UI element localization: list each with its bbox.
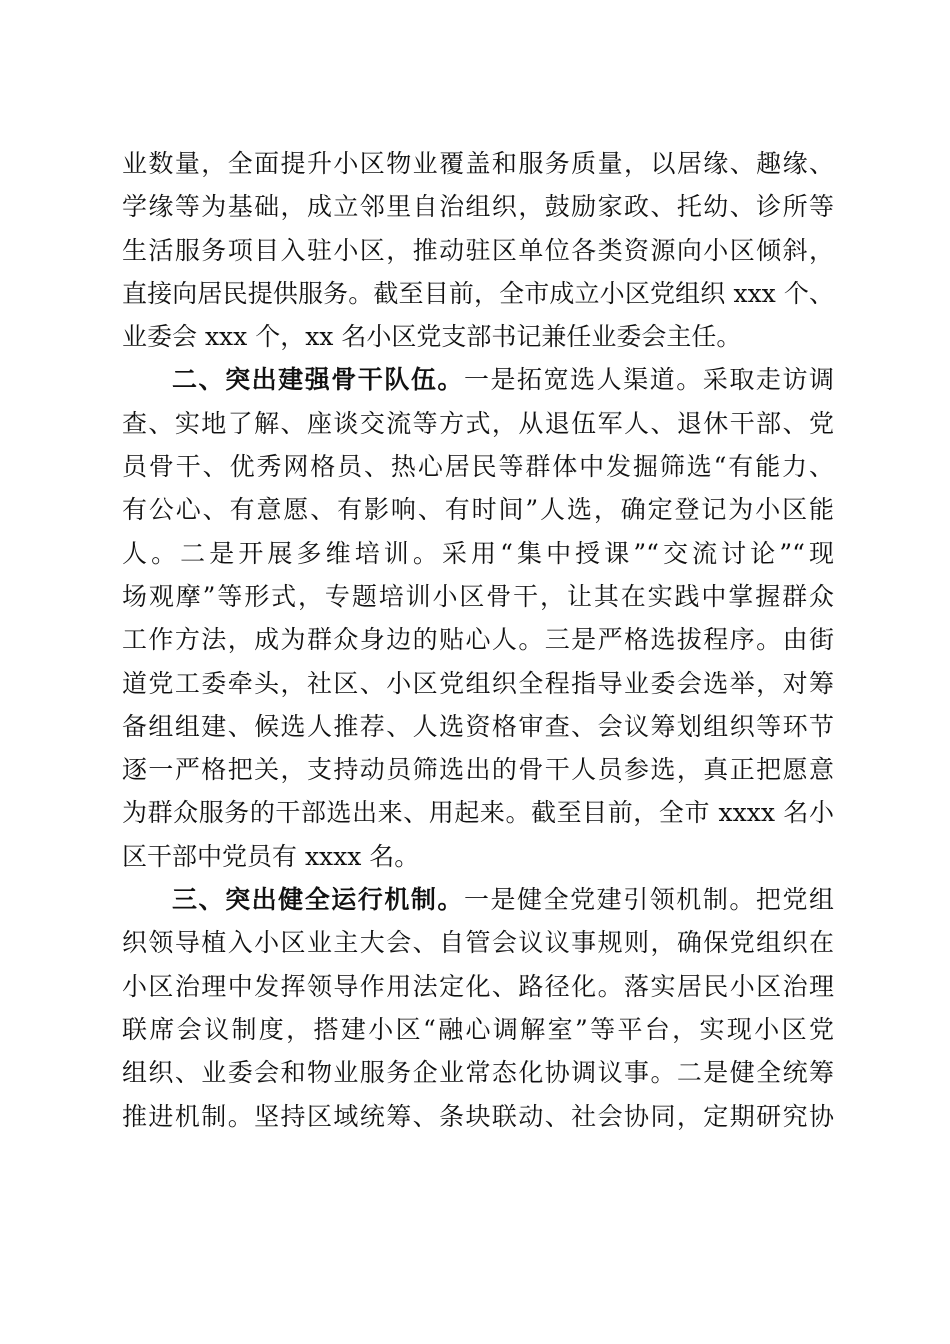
paragraph-1-line: 生活服务项目入驻小区，推动驻区单位各类资源向小区倾斜， bbox=[122, 235, 834, 265]
paragraph-2-line: 场观摩”等形式，专题培训小区骨干，让其在实践中掌握群众 bbox=[122, 581, 834, 611]
paragraph-3 bbox=[122, 878, 834, 1138]
paragraph-1-line: 业数量，全面提升小区物业覆盖和服务质量，以居缘、趣缘、 bbox=[122, 149, 834, 178]
paragraph-3-line: 组织、业委会和物业服务企业常态化协调议事。二是健全统筹 bbox=[122, 1058, 834, 1088]
paragraph-2-line: 工作方法，成为群众身边的贴心人。三是严格选拔程序。由街 bbox=[122, 625, 834, 655]
paragraph-2-first-line bbox=[122, 358, 834, 401]
paragraph-3-line: 联席会议制度，搭建小区“融心调解室”等平台，实现小区党 bbox=[122, 1014, 834, 1044]
section-heading-2: 二、突出建强骨干队伍。 bbox=[172, 365, 464, 395]
paragraph-2-first-line-text: 一是拓宽选人渠道。采取走访调 bbox=[463, 365, 834, 395]
paragraph-2-line: 逐一严格把关，支持动员筛选出的骨干人员参选，真正把愿意 bbox=[122, 755, 834, 785]
paragraph-3-first-line-text: 一是健全党建引领机制。把党组 bbox=[463, 885, 834, 915]
paragraph-2-line: 员骨干、优秀网格员、热心居民等群体中发掘筛选“有能力、 bbox=[122, 452, 834, 482]
paragraph-2-line: 区干部中党员有 xxxx 名。 bbox=[122, 841, 420, 871]
paragraph-3-line: 小区治理中发挥领导作用法定化、路径化。落实居民小区治理 bbox=[122, 971, 834, 1001]
document-body bbox=[122, 142, 834, 1138]
paragraph-2-line: 查、实地了解、座谈交流等方式，从退伍军人、退休干部、党 bbox=[122, 408, 834, 438]
paragraph-3-line: 织领导植入小区业主大会、自管会议议事规则，确保党组织在 bbox=[122, 928, 834, 958]
paragraph-3-line: 推进机制。坚持区域统筹、条块联动、社会协同，定期研究协 bbox=[122, 1101, 834, 1131]
paragraph-2-line: 有公心、有意愿、有影响、有时间”人选，确定登记为小区能 bbox=[122, 495, 834, 525]
paragraph-1-line: 直接向居民提供服务。截至目前，全市成立小区党组织 xxx 个、 bbox=[122, 278, 834, 308]
paragraph-2-line: 为群众服务的干部选出来、用起来。截至目前，全市 xxxx 名小 bbox=[122, 798, 834, 828]
paragraph-2 bbox=[122, 358, 834, 878]
paragraph-2-line: 人。二是开展多维培训。采用“集中授课”“交流讨论”“现 bbox=[122, 538, 834, 568]
paragraph-3-first-line bbox=[122, 878, 834, 921]
paragraph-1 bbox=[122, 142, 834, 358]
paragraph-1-line: 业委会 xxx 个，xx 名小区党支部书记兼任业委会主任。 bbox=[122, 322, 742, 352]
section-heading-3: 三、突出健全运行机制。 bbox=[172, 885, 464, 915]
paragraph-1-line: 学缘等为基础，成立邻里自治组织，鼓励家政、托幼、诊所等 bbox=[122, 192, 834, 222]
paragraph-2-line: 道党工委牵头，社区、小区党组织全程指导业委会选举，对筹 bbox=[122, 668, 834, 698]
paragraph-2-line: 备组组建、候选人推荐、人选资格审查、会议筹划组织等环节 bbox=[122, 711, 834, 741]
